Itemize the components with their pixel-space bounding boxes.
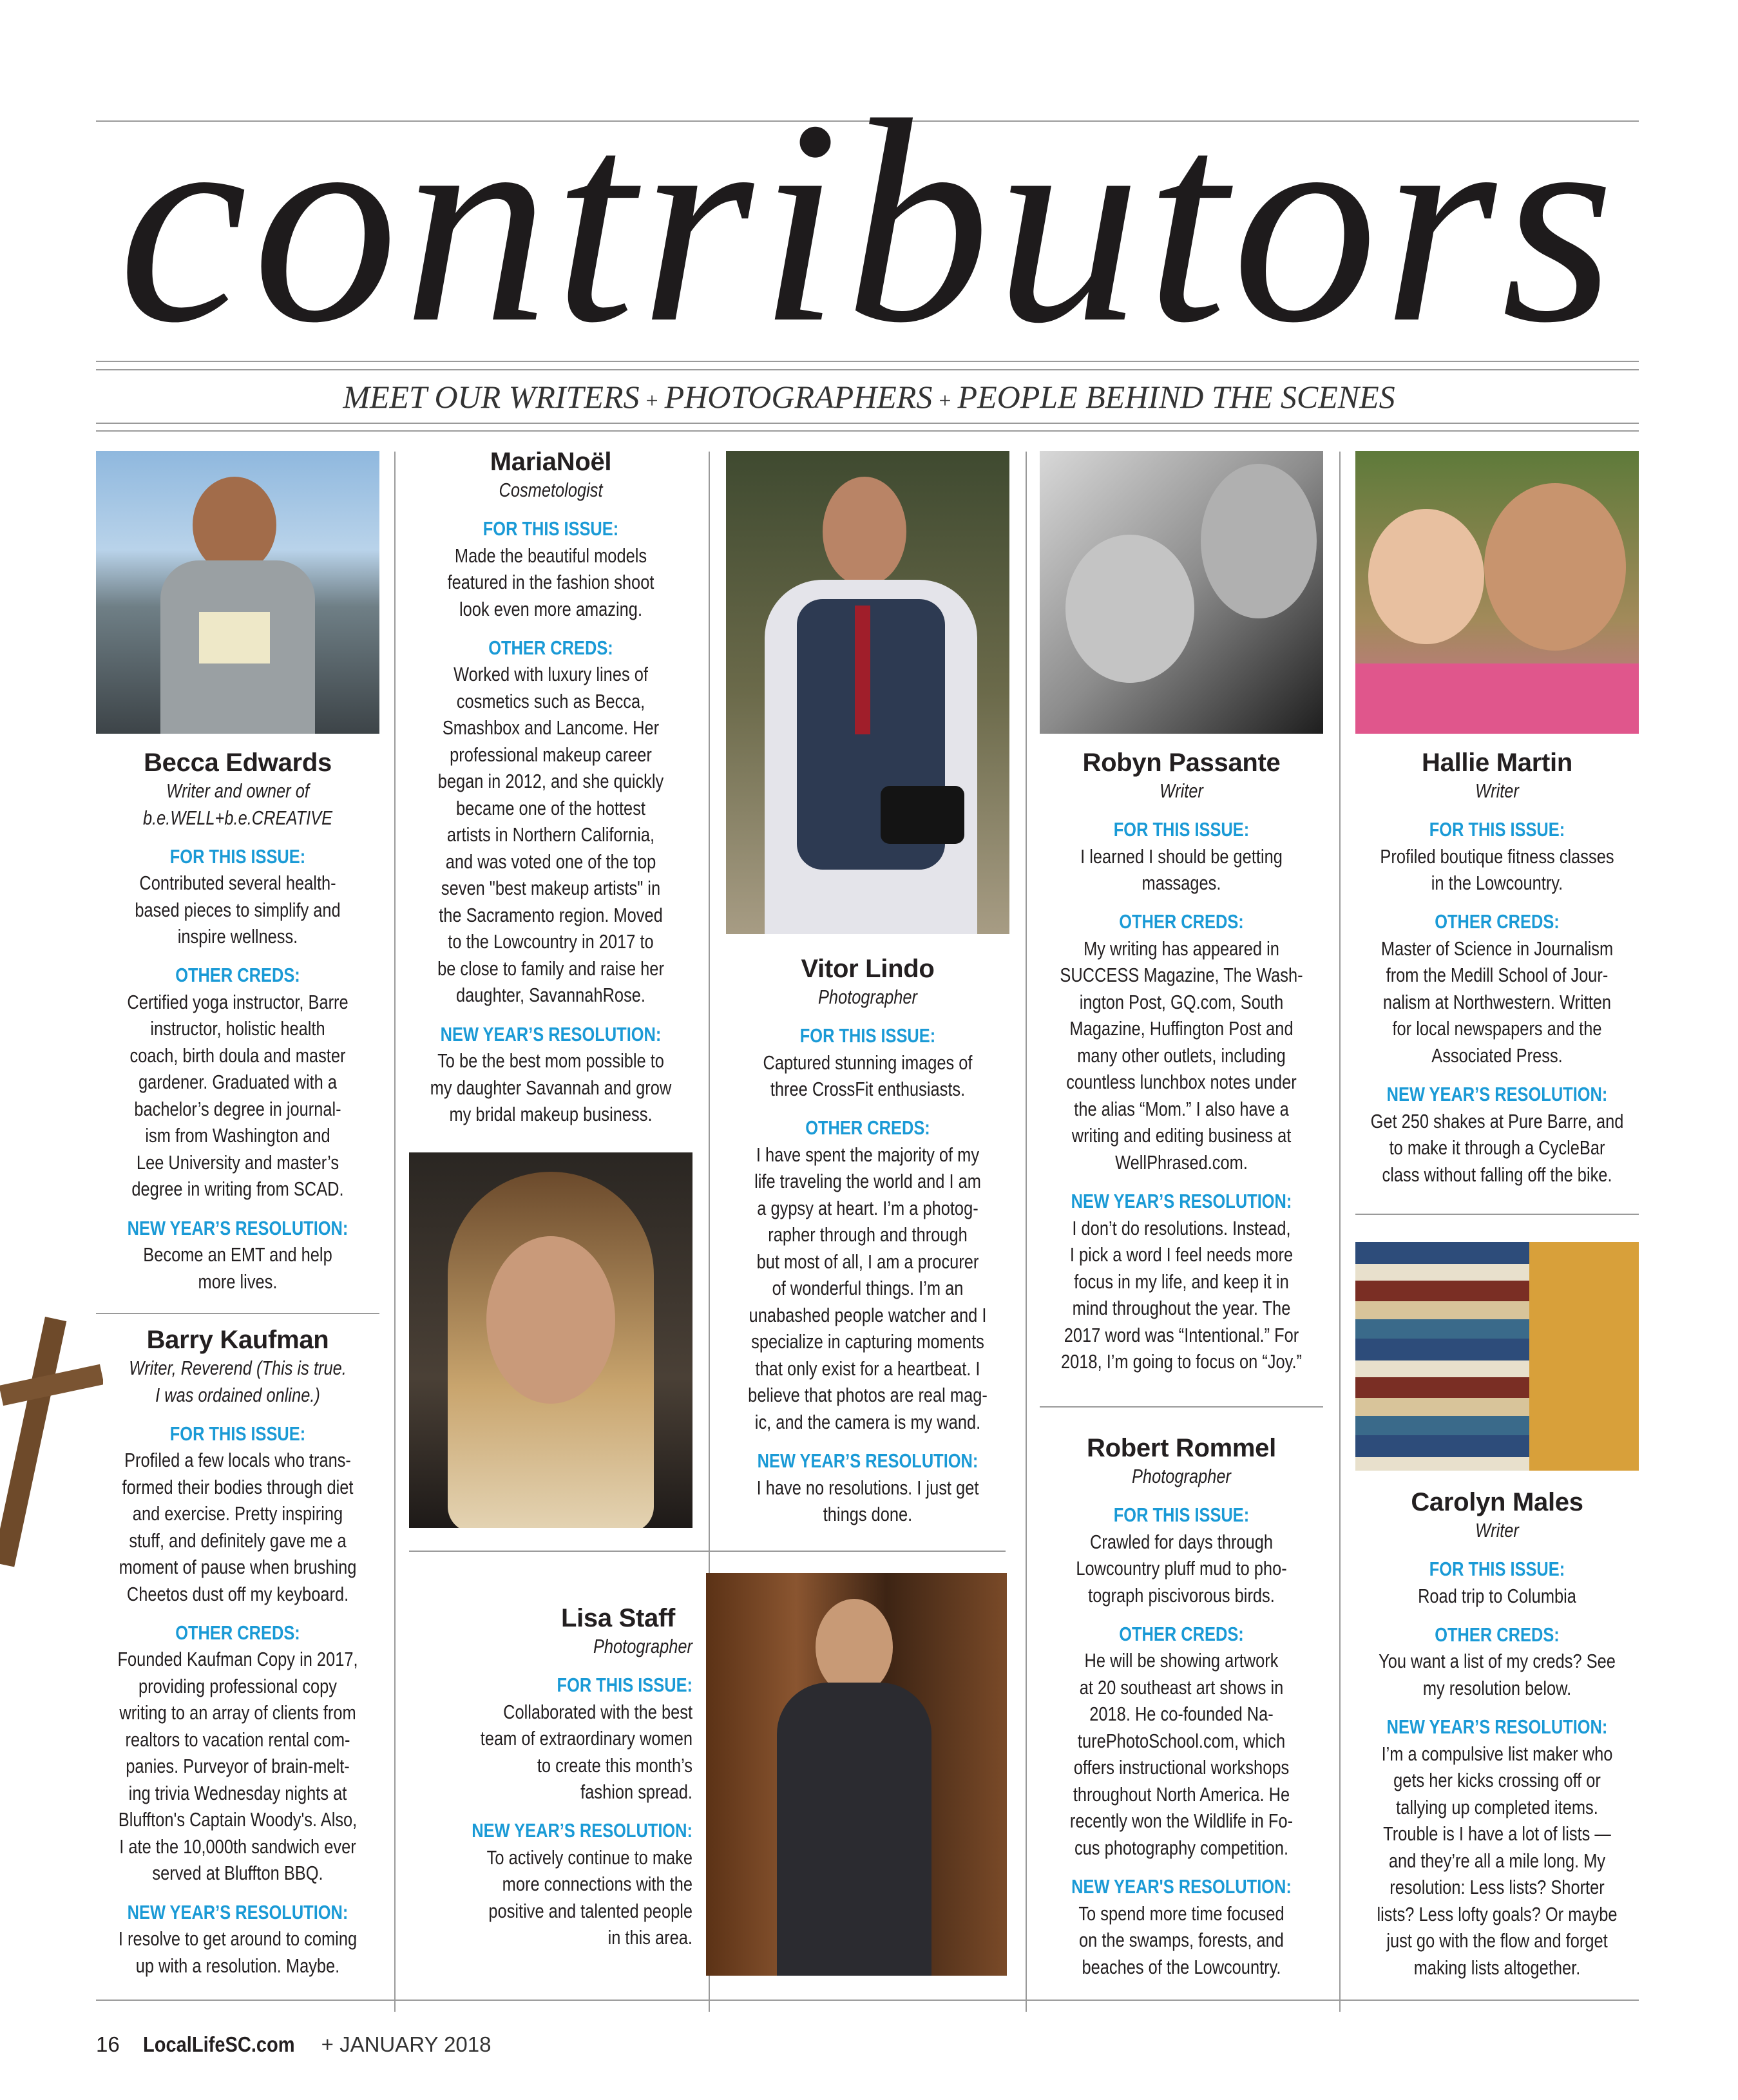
section-text: Founded Kaufman Copy in 2017, providing professional copy writing to an array of clients from realtors to vacation rental com- panies. Purveyor of brain-melt- ing trivia Wednesday nights at Bluffton's Captain Woody's. Also, I ate the 10,000th sandwich ever served at Bluffton BBQ. <box>117 1648 358 1885</box>
page-title: contributors <box>118 60 1620 383</box>
column-divider <box>1339 452 1341 2012</box>
section-heading: OTHER CREDS: <box>175 1621 300 1644</box>
contributor-role: Photographer <box>817 986 918 1008</box>
section-text: Profiled boutique fitness classes in the Lowcountry. <box>1380 845 1614 895</box>
section-text: Crawled for days through Lowcountry pluff mud to pho- tograph piscivorous birds. <box>1076 1530 1287 1607</box>
issue-date: JANUARY 2018 <box>339 2032 492 2056</box>
footer-separator: + <box>321 2032 334 2056</box>
section-text: Profiled a few locals who trans- formed their bodies through diet and exercise. Pretty inspiring stuff, and definitely gave me a moment of pause when brushing Cheetos dust off my keyboard. <box>119 1449 357 1605</box>
section-heading: NEW YEAR’S RESOLUTION: <box>127 1216 349 1239</box>
contributor-role: Writer and owner of b.e.WELL+b.e.CREATIVE <box>142 779 333 829</box>
section-heading: FOR THIS ISSUE: <box>1113 1503 1250 1527</box>
section-text: Captured stunning images of three CrossFit enthusiasts. <box>763 1051 973 1101</box>
contributor-name: Barry Kaufman <box>146 1326 329 1354</box>
contributor-carolyn-males <box>1355 1488 1639 1981</box>
footer <box>96 2032 492 2057</box>
contributor-role: Writer <box>1475 1519 1519 1542</box>
section-text: To spend more time focused on the swamps, forests, and beaches of the Lowcountry. <box>1078 1902 1284 1978</box>
section-heading: NEW YEAR’S RESOLUTION: <box>440 1022 662 1045</box>
contributor-role: Writer <box>1475 779 1519 802</box>
contributor-name: Vitor Lindo <box>801 955 935 983</box>
contributor-name: Robert Rommel <box>1087 1434 1276 1462</box>
section-text: I’m a compulsive list maker who gets her kicks crossing off or tallying up completed items. Trouble is I have a lot of lists — and they’re all a mile long. My resolution: Less lists? Shorter lists? Less lofty goals? Or maybe just go with the flow and forget making lists altogether. <box>1377 1742 1618 1979</box>
contributor-bio <box>1039 1463 1324 1980</box>
column-divider <box>1026 452 1027 2012</box>
contributor-robyn-passante <box>1040 749 1323 1375</box>
section-text: He will be showing artwork at 20 southeast art shows in 2018. He co-founded Na- turePhotoSchool.com, which offers instructional workshops throughout North America. He recently won the Wildlife in Fo- cus photography competition. <box>1069 1649 1294 1859</box>
section-text: Made the beautiful models featured in the fashion shoot look even more amazing. <box>447 544 654 620</box>
page-subtitle <box>0 376 1738 422</box>
contributor-bio <box>1355 778 1640 1188</box>
contributor-role: Writer, Reverend (This is true. I was ordained online.) <box>129 1357 347 1406</box>
subtitle-separator: + <box>645 389 658 413</box>
section-heading: FOR THIS ISSUE: <box>1113 818 1250 841</box>
section-text: You want a list of my creds? See my resolution below. <box>1379 1650 1616 1699</box>
photo-becca-edwards <box>96 451 379 734</box>
section-text: I have no resolutions. I just get things done. <box>756 1476 979 1526</box>
contributor-bio <box>1039 778 1324 1375</box>
section-heading: OTHER CREDS: <box>488 636 613 659</box>
contributor-name: Becca Edwards <box>144 749 332 777</box>
contributor-marianoel <box>409 448 692 1128</box>
subtitle-separator: + <box>939 389 951 413</box>
contributor-barry-kaufman <box>96 1326 379 1979</box>
section-divider <box>1040 1406 1323 1408</box>
contributor-lisa-staff <box>409 1604 692 1951</box>
subtitle-rule-2 <box>96 430 1639 432</box>
contributor-bio <box>1355 1517 1640 1981</box>
section-heading: NEW YEAR'S RESOLUTION: <box>1071 1875 1292 1898</box>
section-heading: OTHER CREDS: <box>805 1116 930 1140</box>
section-divider <box>96 1313 379 1314</box>
section-heading: OTHER CREDS: <box>1119 910 1244 933</box>
contributor-name: Lisa Staff <box>560 1604 675 1632</box>
section-text: Worked with luxury lines of cosmetics such as Becca, Smashbox and Lancome. Her professional makeup career began in 2012, and she quickly became one of the hottest artists in Northern California, and was voted one of the top seven "best makeup artists" in the Sacramento region. Moved to the Lowcountry in 2017 to be close to family and raise her daughter, SavannahRose. <box>437 663 664 1007</box>
section-text: Become an EMT and help more lives. <box>143 1243 332 1293</box>
section-heading: FOR THIS ISSUE: <box>1429 818 1565 841</box>
subtitle-part: PHOTOGRAPHERS <box>664 379 933 415</box>
section-heading: FOR THIS ISSUE: <box>1429 1558 1565 1581</box>
contributor-robert-rommel <box>1040 1434 1323 1980</box>
section-text: Contributed several health- based pieces to simplify and inspire wellness. <box>135 872 341 948</box>
cross-image <box>0 1317 103 1568</box>
section-heading: OTHER CREDS: <box>1435 1623 1560 1646</box>
section-text: I learned I should be getting massages. <box>1080 845 1283 895</box>
section-text: Master of Science in Journalism from the Medill School of Jour- nalism at Northwestern. Written for local newspapers and the Associated Press. <box>1380 937 1614 1067</box>
section-heading: NEW YEAR’S RESOLUTION: <box>1071 1190 1292 1213</box>
section-divider <box>409 1551 1006 1552</box>
subtitle-part: PEOPLE BEHIND THE SCENES <box>957 379 1395 415</box>
section-text: To actively continue to make more connections with the positive and talented people in this area. <box>486 1846 692 1949</box>
section-heading: NEW YEAR’S RESOLUTION: <box>1386 1083 1608 1106</box>
contributor-hallie-martin <box>1355 749 1639 1188</box>
section-divider <box>1355 1214 1639 1215</box>
contributor-bio <box>95 1355 381 1979</box>
section-text: My writing has appeared in SUCCESS Magazine, The Wash- ington Post, GQ.com, South Magazine, Huffington Post and many other outlets, including countless lunchbox notes under the alias “Mom.” I also have a writing and editing business at WellPhrased.com. <box>1060 937 1303 1174</box>
contributor-bio <box>725 984 1011 1528</box>
section-text: I have spent the majority of my life traveling the world and I am a gypsy at heart. I’m a photog- rapher through and through but most of all, I am a procurer of wonderful things. I’m an unabashed people watcher and I specialize in capturing moments that only exist for a heartbeat. I believe that photos are real mag- ic, and the camera is my wand. <box>748 1143 988 1433</box>
contributor-becca-edwards <box>96 749 379 1295</box>
bottom-rule <box>96 2000 1639 2001</box>
section-text: To be the best mom possible to my daughter Savannah and grow my bridal makeup business. <box>430 1049 672 1126</box>
contributor-role: Photographer <box>593 1635 692 1657</box>
site-name: LocalLifeSC.com <box>142 2032 295 2056</box>
section-heading: NEW YEAR’S RESOLUTION: <box>127 1900 349 1923</box>
section-heading: FOR THIS ISSUE: <box>169 1422 306 1445</box>
section-heading: NEW YEAR’S RESOLUTION: <box>757 1449 979 1473</box>
section-heading: FOR THIS ISSUE: <box>557 1674 692 1697</box>
section-text: I don’t do resolutions. Instead, I pick a word I feel needs more focus in my life, and keep it in mind throughout the year. The 2017 word was “Intentional.” For 2018, I’m going to focus on “Joy.” <box>1061 1216 1302 1373</box>
section-heading: NEW YEAR’S RESOLUTION: <box>1386 1715 1608 1739</box>
contributor-name: Robyn Passante <box>1082 749 1281 777</box>
section-heading: OTHER CREDS: <box>1119 1622 1244 1645</box>
section-text: Get 250 shakes at Pure Barre, and to make it through a CycleBar class without falling off the bike. <box>1370 1109 1624 1186</box>
photo-carolyn-males <box>1355 1242 1639 1471</box>
photo-lisa-staff <box>706 1573 1007 1976</box>
contributor-name: Hallie Martin <box>1422 749 1572 777</box>
contributor-role: Cosmetologist <box>499 479 603 501</box>
section-text: I resolve to get around to coming up with a resolution. Maybe. <box>118 1927 358 1977</box>
section-heading: NEW YEAR’S RESOLUTION: <box>472 1819 692 1842</box>
section-heading: FOR THIS ISSUE: <box>799 1024 936 1047</box>
section-heading: FOR THIS ISSUE: <box>482 517 619 540</box>
contributor-vitor-lindo <box>726 955 1009 1528</box>
subtitle-part: MEET OUR WRITERS <box>343 379 640 415</box>
subtitle-rule-1 <box>96 423 1639 424</box>
page-number: 16 <box>96 2032 120 2056</box>
section-heading: FOR THIS ISSUE: <box>169 845 306 868</box>
section-text: Certified yoga instructor, Barre instructor, holistic health coach, birth doula and master gardener. Graduated with a bachelor’s degree in journal- ism from Washington and Lee University and master’s degree in writing from SCAD. <box>127 990 349 1201</box>
section-heading: OTHER CREDS: <box>1435 910 1560 933</box>
contributor-bio <box>408 477 694 1128</box>
section-heading: OTHER CREDS: <box>175 964 300 987</box>
photo-hallie-martin <box>1355 451 1639 734</box>
contributor-role: Photographer <box>1131 1465 1232 1487</box>
section-text: Road trip to Columbia <box>1418 1584 1576 1607</box>
contributor-role: Writer <box>1160 779 1203 802</box>
contributor-bio <box>95 778 381 1295</box>
contributor-bio <box>407 1633 692 1951</box>
contributor-name: MariaNoël <box>490 448 612 476</box>
contributor-name: Carolyn Males <box>1411 1488 1583 1516</box>
column-divider <box>394 452 396 2012</box>
photo-marianoel <box>409 1152 692 1528</box>
photo-robyn-passante <box>1040 451 1323 734</box>
photo-vitor-lindo <box>726 451 1009 934</box>
section-text: Collaborated with the best team of extraordinary women to create this month’s fashion spread. <box>480 1700 692 1804</box>
